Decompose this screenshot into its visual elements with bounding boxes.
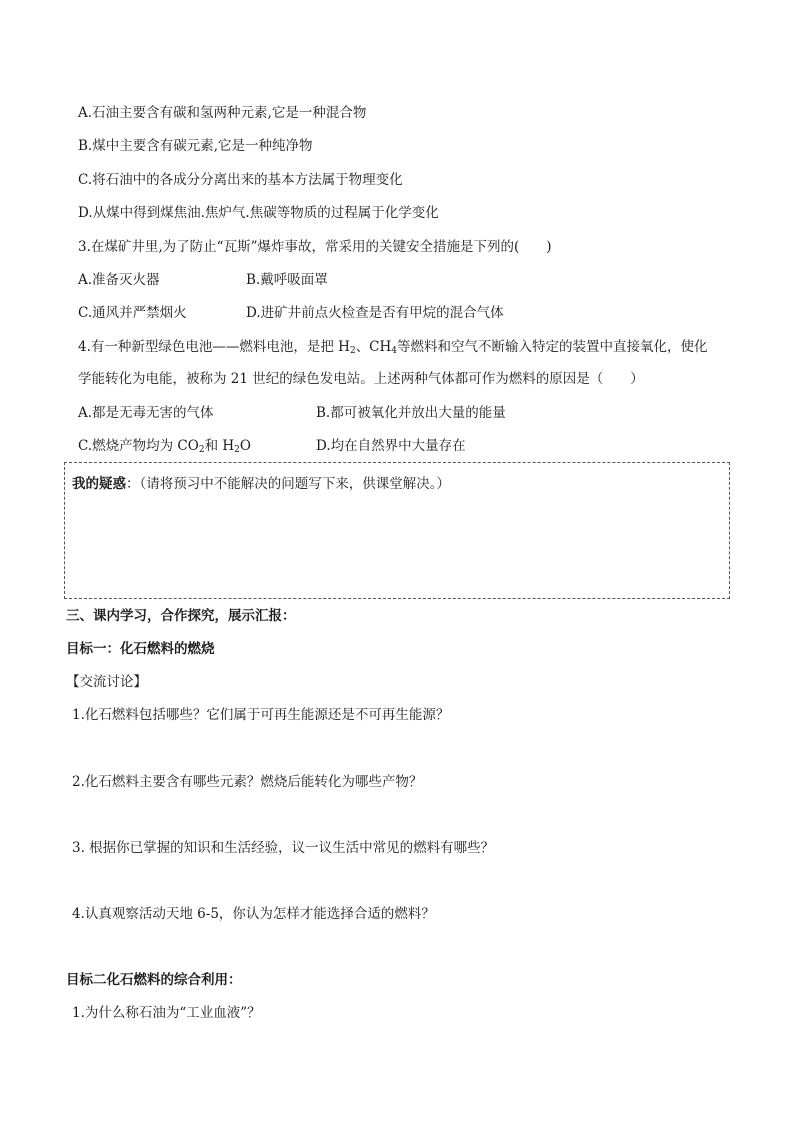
question-4-stem-line2: 学能转化为电能，被称为 21 世纪的绿色发电站。上述两种气体都可作为燃料的原因是（ ） <box>78 371 644 387</box>
doubt-instruction: ：（请将预习中不能解决的问题写下来，供课堂解决。） <box>126 476 450 492</box>
doubt-prompt <box>72 472 450 492</box>
goal-1-heading: 目标一：化石燃料的燃烧 <box>66 641 215 657</box>
question-4-stem: 4.有一种新型绿色电池——燃料电池，是把 $H_2$、$CH_4$等燃料和空气不断输入特定的装置中直接氧化，使化 <box>78 339 708 356</box>
q4-option-a: A.都是无毒无害的气体 <box>78 405 214 421</box>
q3-option-c: C.通风并严禁烟火 <box>78 305 187 321</box>
q4-option-b: B.都可被氧化并放出大量的能量 <box>316 405 506 421</box>
q4-option-d: D.均在自然界中大量存在 <box>316 438 466 454</box>
option-c: C.将石油中的各成分分离出来的基本方法属于物理变化 <box>78 172 403 188</box>
option-a: A.石油主要含有碳和氢两种元素,它是一种混合物 <box>78 105 367 121</box>
goal-2-heading: 目标二化石燃料的综合利用： <box>66 972 242 988</box>
discussion-question-4: 4.认真观察活动天地 6-5，你认为怎样才能选择合适的燃料？ <box>72 906 435 922</box>
q3-option-d: D.进矿井前点火检查是否有甲烷的混合气体 <box>246 305 504 321</box>
doubt-label: 我的疑惑 <box>72 476 126 492</box>
q3-option-b: B.戴呼吸面罩 <box>246 272 328 288</box>
discussion-question-1: 1.化石燃料包括哪些？它们属于可再生能源还是不可再生能源？ <box>72 707 450 723</box>
q4-option-c: C.燃烧产物均为 $CO_2$和 $H_2O$ <box>78 438 251 455</box>
question-3-stem: 3.在煤矿井里,为了防止“瓦斯”爆炸事故，常采用的关键安全措施是下列的( ) <box>78 239 552 255</box>
discussion-question-3: 3. 根据你已掌握的知识和生活经验，议一议生活中常见的燃料有哪些？ <box>72 840 495 856</box>
doubt-box[interactable] <box>64 462 730 599</box>
option-d: D.从煤中得到煤焦油.焦炉气.焦碳等物质的过程属于化学变化 <box>78 205 439 221</box>
discussion-heading: 【交流讨论】 <box>66 674 147 690</box>
discussion-question-2: 2.化石燃料主要含有哪些元素？燃烧后能转化为哪些产物？ <box>72 774 423 790</box>
q3-option-a: A.准备灭火器 <box>78 272 160 288</box>
section-3-title: 三、课内学习，合作探究，展示汇报： <box>66 608 296 624</box>
option-b: B.煤中主要含有碳元素,它是一种纯净物 <box>78 138 313 154</box>
goal-2-question-1: 1.为什么称石油为“工业血液”？ <box>72 1005 261 1021</box>
